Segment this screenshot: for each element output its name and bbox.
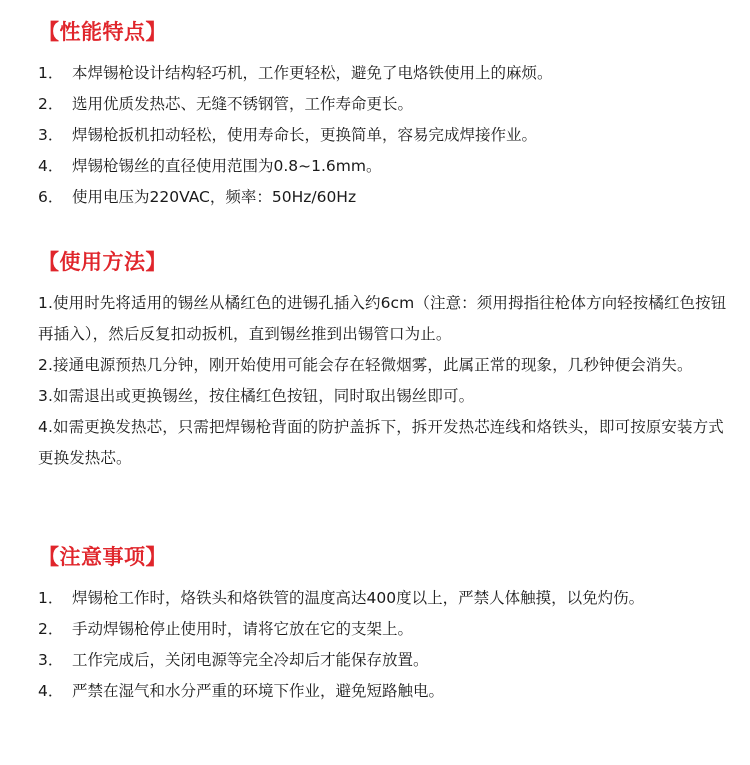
item-text: 严禁在湿气和水分严重的环境下作业，避免短路触电。 (72, 682, 445, 700)
item-text: 焊锡枪扳机扣动轻松，使用寿命长，更换简单，容易完成焊接作业。 (72, 126, 538, 144)
item-number: 2． (38, 95, 64, 113)
list-item (38, 614, 738, 645)
item-text: 焊锡枪锡丝的直径使用范围为0.8~1.6mm。 (72, 157, 382, 175)
item-text: 工作完成后，关闭电源等完全冷却后才能保存放置。 (72, 651, 429, 669)
cautions-list (38, 583, 738, 707)
usage-heading: 【使用方法】 (38, 250, 167, 274)
list-item (38, 676, 738, 707)
item-number: 6． (38, 188, 64, 206)
usage-paragraph: 2.接通电源预热几分钟，刚开始使用可能会存在轻微烟雾，此属正常的现象，几秒钟便会消失。 (38, 356, 693, 374)
item-number: 4． (38, 682, 64, 700)
list-item (38, 583, 738, 614)
list-item (38, 182, 738, 213)
list-item (38, 151, 738, 182)
item-text: 使用电压为220VAC，频率：50Hz/60Hz (72, 188, 357, 206)
list-item (38, 645, 738, 676)
cautions-section (38, 543, 738, 707)
usage-section (38, 248, 738, 474)
item-number: 1． (38, 589, 64, 607)
item-number: 3． (38, 126, 64, 144)
cautions-heading: 【注意事项】 (38, 545, 167, 569)
item-number: 2． (38, 620, 64, 638)
item-text: 本焊锡枪设计结构轻巧机，工作更轻松，避免了电烙铁使用上的麻烦。 (72, 64, 553, 82)
usage-paragraph: 4.如需更换发热芯，只需把焊锡枪背面的防护盖拆下，拆开发热芯连线和烙铁头，即可按原安装方式更换发热芯。 (38, 418, 724, 467)
usage-paragraph: 1.使用时先将适用的锡丝从橘红色的进锡孔插入约6cm（注意：须用拇指往枪体方向轻按橘红色按钮再插入），然后反复扣动扳机，直到锡丝推到出锡管口为止。 (38, 294, 727, 343)
item-number: 3． (38, 651, 64, 669)
features-list (38, 58, 738, 213)
list-item (38, 120, 738, 151)
list-item (38, 58, 738, 89)
list-item (38, 89, 738, 120)
item-text: 选用优质发热芯、无缝不锈钢管，工作寿命更长。 (72, 95, 414, 113)
item-number: 4． (38, 157, 64, 175)
item-text: 焊锡枪工作时，烙铁头和烙铁管的温度高达400度以上，严禁人体触摸，以免灼伤。 (72, 589, 645, 607)
features-heading: 【性能特点】 (38, 20, 167, 44)
usage-paragraph: 3.如需退出或更换锡丝，按住橘红色按钮，同时取出锡丝即可。 (38, 387, 475, 405)
item-text: 手动焊锡枪停止使用时，请将它放在它的支架上。 (72, 620, 414, 638)
item-number: 1． (38, 64, 64, 82)
usage-list (38, 288, 738, 474)
features-section (38, 18, 738, 213)
